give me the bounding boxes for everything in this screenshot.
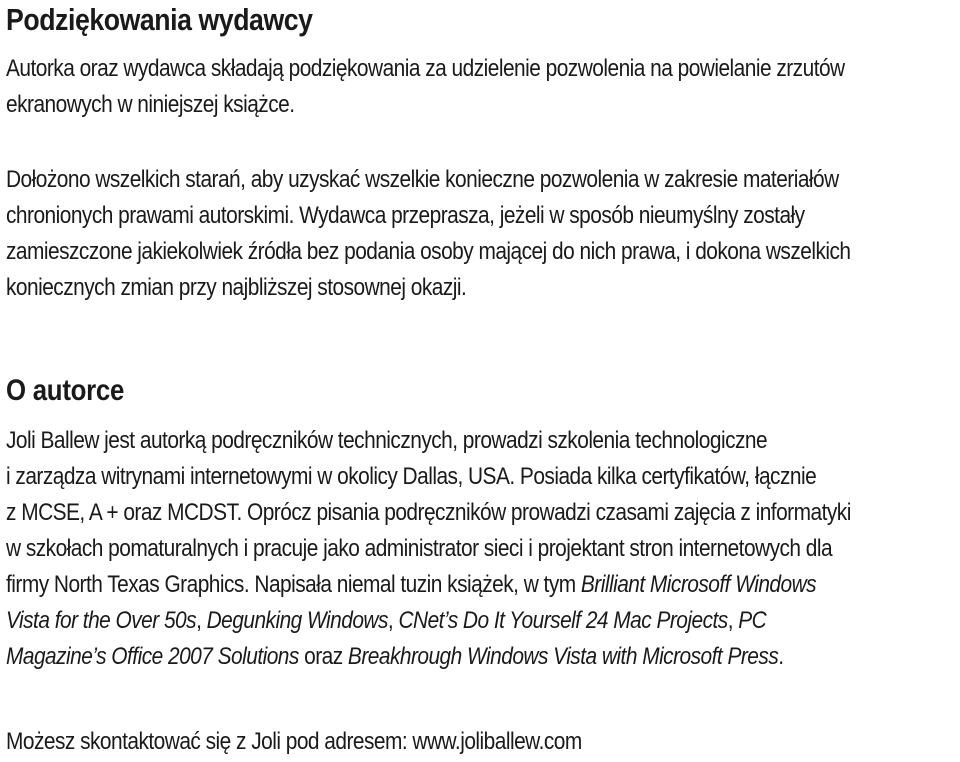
text-line: chronionych prawami autorskimi. Wydawca przeprasza, jeżeli w sposób nieumyślny zostały <box>6 202 805 229</box>
acknowledgements-paragraph-1 <box>6 51 845 123</box>
book-title: Vista for the Over 50s <box>6 607 197 634</box>
acknowledgements-paragraph-2 <box>6 162 850 306</box>
text-line: Joli Ballew jest autorką podręczników technicznych, prowadzi szkolenia technologiczne <box>6 427 768 454</box>
text-line <box>6 603 851 639</box>
text-line: koniecznych zmian przy najbliższej stosownej okazji. <box>6 274 467 301</box>
text-run: , <box>196 607 207 634</box>
text-line: i zarządza witrynami internetowymi w okolicy Dallas, USA. Posiada kilka certyfikatów, łącznie <box>6 463 817 490</box>
text-line: zamieszczone jakiekolwiek źródła bez podania osoby mającej do nich prawa, i dokona wszelkich <box>6 238 851 265</box>
text-run: , <box>387 607 399 634</box>
text-run: oraz <box>298 643 348 670</box>
contact-text: Możesz skontaktować się z Joli pod adresem: www.joliballew.com <box>6 728 582 755</box>
book-title: Magazine’s Office 2007 Solutions <box>6 643 299 670</box>
text-run: , <box>727 607 739 634</box>
contact-line <box>6 724 582 760</box>
book-title: CNet’s Do It Yourself 24 Mac Projects <box>398 607 728 634</box>
book-title: PC <box>738 607 767 634</box>
book-title: Breakhrough Windows Vista with Microsoft Press <box>347 643 779 670</box>
text-line <box>6 567 851 603</box>
book-title: Brilliant Microsoff Windows <box>580 571 817 598</box>
text-line: w szkołach pomaturalnych i pracuje jako administrator sieci i projektant stron internetowych dla <box>6 535 833 562</box>
about-author-heading: O autorce <box>6 374 125 407</box>
book-title: Degunking Windows <box>206 607 388 634</box>
text-line <box>6 639 851 675</box>
text-line: z MCSE, A + oraz MCDST. Oprócz pisania podręczników prowadzi czasami zajęcia z informatyki <box>6 499 851 526</box>
text-line: ekranowych w niniejszej książce. <box>6 91 295 118</box>
text-run: firmy North Texas Graphics. Napisała niemal tuzin książek, w tym <box>6 571 581 598</box>
text-line: Autorka oraz wydawca składają podziękowania za udzielenie pozwolenia na powielanie zrzutów <box>6 55 845 82</box>
text-run: . <box>778 643 784 670</box>
about-author-paragraph <box>6 423 851 675</box>
acknowledgements-heading: Podziękowania wydawcy <box>6 2 313 37</box>
text-line: Dołożono wszelkich starań, aby uzyskać wszelkie konieczne pozwolenia w zakresie materiałów <box>6 166 839 193</box>
